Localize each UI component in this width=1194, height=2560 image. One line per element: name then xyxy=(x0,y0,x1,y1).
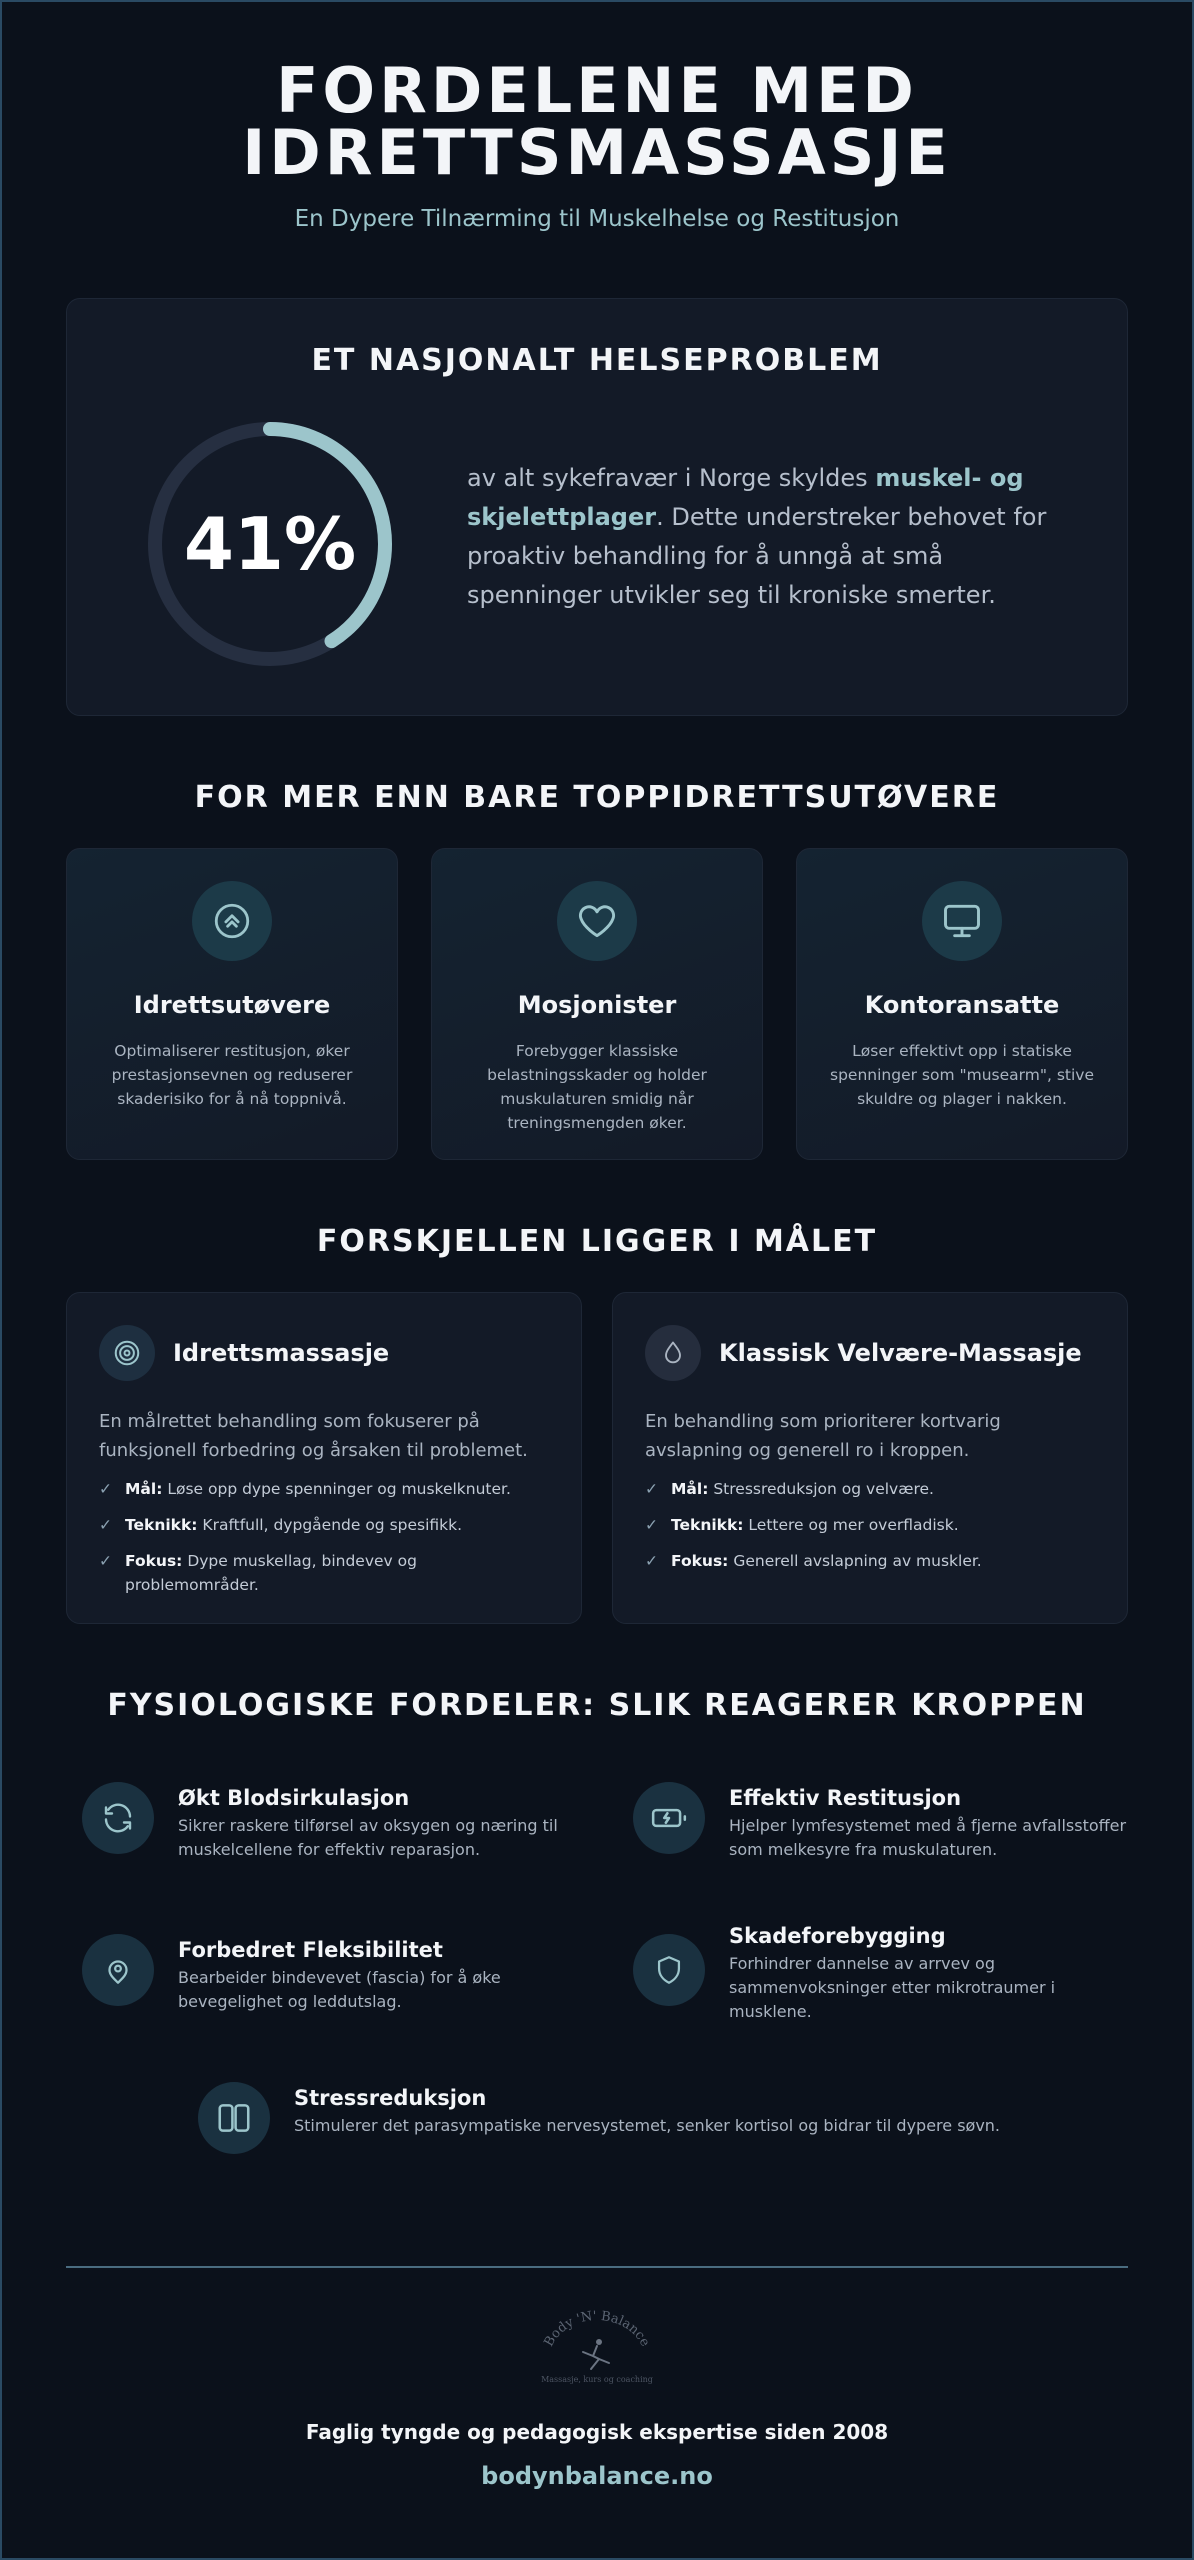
check-icon: ✓ xyxy=(99,1480,112,1498)
benefit-recovery xyxy=(633,1782,1133,1862)
monitor-icon xyxy=(922,881,1002,961)
stat-card xyxy=(66,298,1128,716)
comparison-desc: En behandling som prioriterer kortvarig avslapning og generell ro i kroppen. xyxy=(645,1411,1001,1461)
audience-heading: FOR MER ENN BARE TOPPIDRETTSUTØVERE xyxy=(194,780,1000,815)
benefit-text: Stimulerer det parasympatiske nervesystemet, senker kortisol og bidrar til dypere søvn. xyxy=(294,2116,1001,2135)
benefit-title: Effektiv Restitusjon xyxy=(729,1786,962,1810)
benefit-title: Skadeforebygging xyxy=(729,1924,946,1948)
svg-text:Body 'N' Balance: Body 'N' Balance xyxy=(541,2310,653,2350)
check-icon: ✓ xyxy=(99,1516,112,1534)
audience-text: Optimaliserer restitusjon, øker prestasjonsevnen og reduserer skaderisiko for å nå toppnivå. xyxy=(111,1042,353,1108)
benefit-text: Forhindrer dannelse av arrvev og sammenvoksninger etter mikrotraumer i musklene. xyxy=(729,1954,1056,2021)
audience-card-athletes xyxy=(66,848,398,1160)
check-icon: ✓ xyxy=(645,1516,658,1534)
comparison-heading: FORSKJELLEN LIGGER I MÅLET xyxy=(316,1224,878,1259)
comparison-list xyxy=(645,1477,1095,1573)
stat-heading: ET NASJONALT HELSEPROBLEM xyxy=(311,343,883,378)
benefit-flexibility xyxy=(82,1934,582,2014)
benefit-circulation xyxy=(82,1782,582,1862)
benefit-title: Stressreduksjon xyxy=(294,2086,487,2110)
comparison-card-sports xyxy=(66,1292,582,1624)
footer-tagline: Faglig tyngde og pedagogisk ekspertise siden 2008 xyxy=(305,2420,889,2444)
list-item: ✓ Fokus: Generell avslapning av muskler. xyxy=(645,1549,1095,1573)
percent-label: 41% xyxy=(183,502,357,586)
stat-description: av alt sykefravær i Norge skyldes muskel- og skjelettplager. Dette understreker behovet for proaktiv behandling for å unngå at små spenninger utvikler seg til kroniske smerter. xyxy=(467,464,1047,609)
check-icon: ✓ xyxy=(99,1552,112,1570)
shield-icon xyxy=(633,1934,705,2006)
audience-title: Kontoransatte xyxy=(864,991,1060,1019)
benefit-stress xyxy=(198,2082,1098,2154)
audience-text: Løser effektivt opp i statiske spenninger som "musearm", stive skuldre og plager i nakken. xyxy=(830,1042,1094,1108)
benefit-text: Bearbeider bindevevet (fascia) for å øke bevegelighet og leddutslag. xyxy=(178,1968,501,2011)
brand-logo xyxy=(527,2310,667,2390)
list-item: ✓ Mål: Løse opp dype spenninger og muskelknuter. xyxy=(99,1477,549,1501)
list-item: ✓ Teknikk: Lettere og mer overfladisk. xyxy=(645,1513,1095,1537)
award-icon xyxy=(192,881,272,961)
website-link[interactable]: bodynbalance.no xyxy=(481,2462,713,2490)
list-item: ✓ Mål: Stressreduksjon og velvære. xyxy=(645,1477,1095,1501)
benefit-text: Sikrer raskere tilførsel av oksygen og næring til muskelcellene for effektiv reparasjon. xyxy=(178,1816,558,1859)
target-icon xyxy=(99,1325,155,1381)
droplet-icon xyxy=(645,1325,701,1381)
audience-text: Forebygger klassiske belastningsskader og holder muskulaturen smidig når treningsmengden øker. xyxy=(487,1042,707,1132)
stat-highlight: muskel- og skjelettplager xyxy=(467,464,1024,531)
svg-text:Massasje, kurs og coaching: Massasje, kurs og coaching xyxy=(541,2375,653,2384)
audience-title: Mosjonister xyxy=(517,991,677,1019)
audience-card-office xyxy=(796,848,1128,1160)
book-open-icon xyxy=(198,2082,270,2154)
benefits-heading: FYSIOLOGISKE FORDELER: SLIK REAGERER KROPPEN xyxy=(107,1688,1087,1723)
benefit-title: Forbedret Fleksibilitet xyxy=(178,1938,443,1962)
hero xyxy=(0,54,1194,232)
battery-charging-icon xyxy=(633,1782,705,1854)
page-title: FORDELENE MED IDRETTSMASSASJE xyxy=(242,54,952,189)
comparison-desc: En målrettet behandling som fokuserer på funksjonell forbedring og årsaken til problemet. xyxy=(99,1411,528,1461)
footer-divider xyxy=(66,2266,1128,2268)
benefit-injury-prevention xyxy=(633,1920,1133,2024)
list-item: ✓ Teknikk: Kraftfull, dypgående og spesifikk. xyxy=(99,1513,549,1537)
comparison-card-classic xyxy=(612,1292,1128,1624)
page-subtitle: En Dypere Tilnærming til Muskelhelse og Restitusjon xyxy=(294,206,900,232)
benefit-text: Hjelper lymfesystemet med å fjerne avfallsstoffer som melkesyre fra muskulaturen. xyxy=(729,1816,1127,1859)
check-icon: ✓ xyxy=(645,1552,658,1570)
percent-ring xyxy=(145,419,395,669)
check-icon: ✓ xyxy=(645,1480,658,1498)
heart-icon xyxy=(557,881,637,961)
stretch-icon xyxy=(82,1934,154,2006)
comparison-list xyxy=(99,1477,549,1597)
refresh-icon xyxy=(82,1782,154,1854)
list-item: ✓ Fokus: Dype muskellag, bindevev og problemområder. xyxy=(99,1549,549,1597)
audience-card-exercisers xyxy=(431,848,763,1160)
benefit-title: Økt Blodsirkulasjon xyxy=(178,1786,410,1810)
audience-title: Idrettsutøvere xyxy=(133,991,331,1019)
comparison-title: Klassisk Velvære-Massasje xyxy=(719,1339,1082,1367)
comparison-title: Idrettsmassasje xyxy=(173,1339,390,1367)
